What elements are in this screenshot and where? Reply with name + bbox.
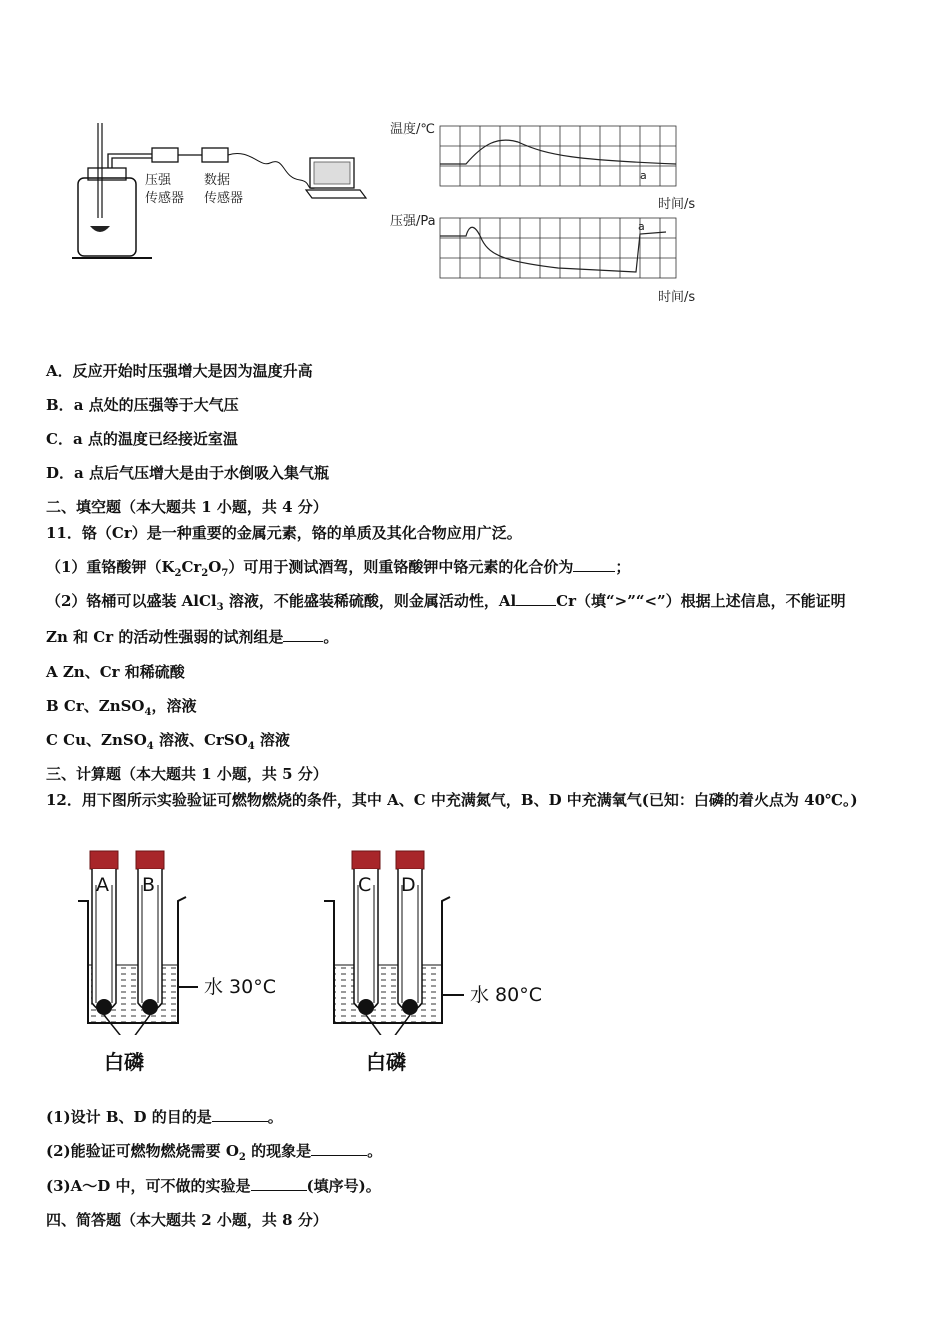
pressure-graph <box>438 216 680 280</box>
beaker-diagram <box>70 845 570 1035</box>
temp-axis-label: 温度/℃ <box>390 122 435 137</box>
q11-stem: 11．铬（Cr）是一种重要的金属元素，铬的单质及其化合物应用广泛。 <box>46 524 522 542</box>
time-axis-label-1: 时间/s <box>658 197 696 212</box>
answer-blank-6[interactable] <box>251 1176 307 1191</box>
answer-blank-2[interactable] <box>516 591 556 606</box>
q12-sub2: (2)能验证可燃物燃烧需要 $O_2$ 的现象是 。 <box>46 1142 383 1163</box>
time-axis-label-2: 时间/s <box>658 290 696 305</box>
data-sensor-box <box>202 148 228 162</box>
data-sensor-label: 数据 传感器 <box>204 173 244 206</box>
right-beaker <box>324 851 464 1035</box>
q12-sub1: (1)设计 B、D 的目的是 。 <box>46 1108 283 1126</box>
pressure-axis-label: 压强/Pa <box>390 214 436 229</box>
q12-sub3: (3)A～D 中，可不做的实验是 (填序号)。 <box>46 1177 381 1195</box>
q11-option-b: B Cr、ZnSO$_4$，溶液 <box>46 697 197 718</box>
option-a: A．反应开始时压强增大是因为温度升高 <box>46 362 313 380</box>
answer-blank-5[interactable] <box>311 1141 367 1156</box>
pressure-point-a: a <box>638 220 645 233</box>
answer-blank-3[interactable] <box>283 627 323 642</box>
answer-blank-1[interactable] <box>573 557 615 572</box>
option-b: B．a 点处的压强等于大气压 <box>46 396 239 414</box>
q12-stem: 12．用下图所示实验验证可燃物燃烧的条件，其中 A、C 中充满氮气，B、D 中充满氧气(已知：白磷的着火点为 40℃。) <box>46 791 858 809</box>
temp-point-a: a <box>640 169 647 182</box>
q11-part1: （1）重铬酸钾$(K_2Cr_2O_7)$可用于测试酒驾，则重铬酸钾中铬元素的化合价为 ； <box>46 558 631 579</box>
q11-part2-line2: Zn 和 Cr 的活动性强弱的试剂组是 。 <box>46 628 339 646</box>
tube-label-a: A <box>96 874 109 896</box>
pressure-sensor-label: 压强 传感器 <box>145 173 185 206</box>
water-label-right: 水 80°C <box>470 984 542 1006</box>
phosphorus-label-right: 白磷 <box>366 1050 406 1074</box>
q11-option-c: C Cu、ZnSO$_4$ 溶液、CrSO$_4$ 溶液 <box>46 731 290 752</box>
tube-label-c: C <box>358 874 372 896</box>
answer-blank-4[interactable] <box>212 1107 268 1122</box>
section-3-heading: 三、计算题（本大题共 1 小题，共 5 分） <box>46 765 328 783</box>
section-4-heading: 四、简答题（本大题共 2 小题，共 8 分） <box>46 1211 328 1229</box>
q11-option-a: A Zn、Cr 和稀硫酸 <box>46 663 185 681</box>
pressure-sensor-box <box>152 148 178 162</box>
tube-label-d: D <box>401 874 416 896</box>
phosphorus-label-left: 白磷 <box>104 1050 144 1074</box>
option-d: D．a 点后气压增大是由于水倒吸入集气瓶 <box>46 464 329 482</box>
temperature-graph <box>438 124 680 188</box>
water-label-left: 水 30°C <box>204 976 276 998</box>
tube-label-b: B <box>142 874 156 896</box>
q11-part2: （2）铬桶可以盛装 AlCl$_3$ 溶液，不能盛装稀硫酸，则金属活动性，Al Cr（填“>”“<”）根据上述信息，不能证明 <box>46 592 846 613</box>
option-c: C．a 点的温度已经接近室温 <box>46 430 238 448</box>
section-2-heading: 二、填空题（本大题共 1 小题，共 4 分） <box>46 498 328 516</box>
